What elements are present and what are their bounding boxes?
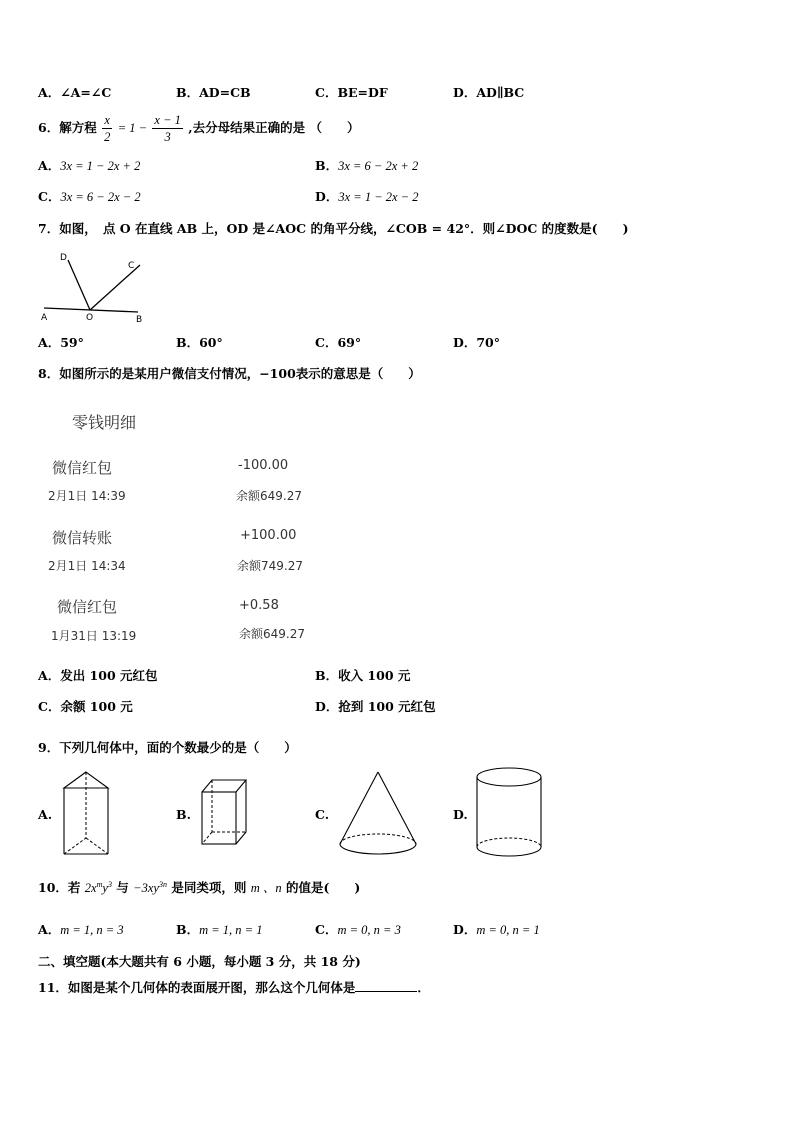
q9-label-b: B. (176, 807, 191, 822)
entry-1-balance: 余额649.27 (236, 489, 302, 503)
q8-option-a: A．发出 100 元红包 (38, 668, 158, 683)
q7-option-c: C．69° (315, 335, 362, 350)
label-b: B (136, 315, 143, 325)
q6-stem: 6．解方程 $\frac{x}{2}$ = 1 − $\frac{x - 1}{3}$ ,去分母结果正确的是 （ ） (38, 113, 360, 144)
label-d: D (60, 253, 67, 263)
wechat-title: 零钱明细 (72, 413, 137, 432)
q9-label-d: D. (453, 807, 468, 822)
cuboid-figure (200, 778, 250, 848)
entry-3-date: 1月31日 13:19 (51, 629, 137, 643)
q5-option-c: C．BE=DF (315, 85, 388, 100)
q9-stem: 9．下列几何体中，面的个数最少的是（ ） (38, 740, 297, 755)
entry-2-date: 2月1日 14:34 (48, 559, 126, 573)
q11-stem: 11．如图是某个几何体的表面展开图，那么这个几何体是 ． (38, 980, 430, 995)
label-c: C (128, 261, 135, 271)
entry-2-amount: +100.00 (240, 528, 297, 543)
q7-option-a: A．59° (38, 335, 84, 350)
q6-option-b: B．3x = 6 − 2x + 2 (315, 158, 419, 173)
entry-3-amount: +0.58 (239, 598, 279, 613)
entry-1-name: 微信红包 (52, 459, 113, 477)
label-o: O (86, 313, 94, 323)
section-heading: 二、填空题(本大题共有 6 小题，每小题 3 分，共 18 分) (38, 954, 361, 969)
q8-option-c: C．余额 100 元 (38, 699, 133, 714)
q7-angle-figure (40, 248, 150, 324)
q8-stem: 8．如图所示的是某用户微信支付情况，−100表示的意思是（ ） (38, 366, 421, 381)
q8-option-b: B．收入 100 元 (315, 668, 411, 683)
q7-option-d: D．70° (453, 335, 500, 350)
q7-option-b: B．60° (176, 335, 223, 350)
q9-label-a: A. (38, 807, 53, 822)
cone-figure (336, 768, 422, 860)
triangular-prism-figure (60, 770, 120, 858)
answer-blank[interactable] (355, 979, 417, 992)
q10-option-c: C．m = 0, n = 3 (315, 922, 401, 937)
q10-option-d: D．m = 0, n = 1 (453, 922, 540, 937)
entry-2-balance: 余额749.27 (237, 559, 303, 573)
entry-2-name: 微信转账 (52, 529, 113, 547)
q7-stem: 7．如图， 点 O 在直线 AB 上，OD 是∠AOC 的角平分线，∠COB = 42°．则∠DOC 的度数是( ) (38, 221, 629, 236)
entry-1-date: 2月1日 14:39 (48, 489, 126, 503)
q5-option-b: B．AD=CB (176, 85, 251, 100)
q6-option-c: C．3x = 6 − 2x − 2 (38, 189, 141, 204)
q5-option-a: A．∠A=∠C (38, 85, 112, 100)
q6-option-d: D．3x = 1 − 2x − 2 (315, 189, 419, 204)
label-a: A (41, 313, 48, 323)
q10-option-a: A．m = 1, n = 3 (38, 922, 124, 937)
entry-1-amount: -100.00 (238, 458, 289, 473)
q8-option-d: D．抢到 100 元红包 (315, 699, 436, 714)
entry-3-name: 微信红包 (57, 598, 118, 616)
q10-stem: 10．若 $2x^my^3$ 与 $-3xy^{3n}$ 是同类项，则 m 、n 的值是( ) (38, 879, 361, 895)
q5-option-d: D．AD∥BC (453, 85, 525, 100)
entry-3-balance: 余额649.27 (239, 627, 305, 641)
q6-option-a: A．3x = 1 − 2x + 2 (38, 158, 141, 173)
cylinder-figure (474, 765, 546, 861)
q9-label-c: C. (315, 807, 330, 822)
q10-option-b: B．m = 1, n = 1 (176, 922, 263, 937)
